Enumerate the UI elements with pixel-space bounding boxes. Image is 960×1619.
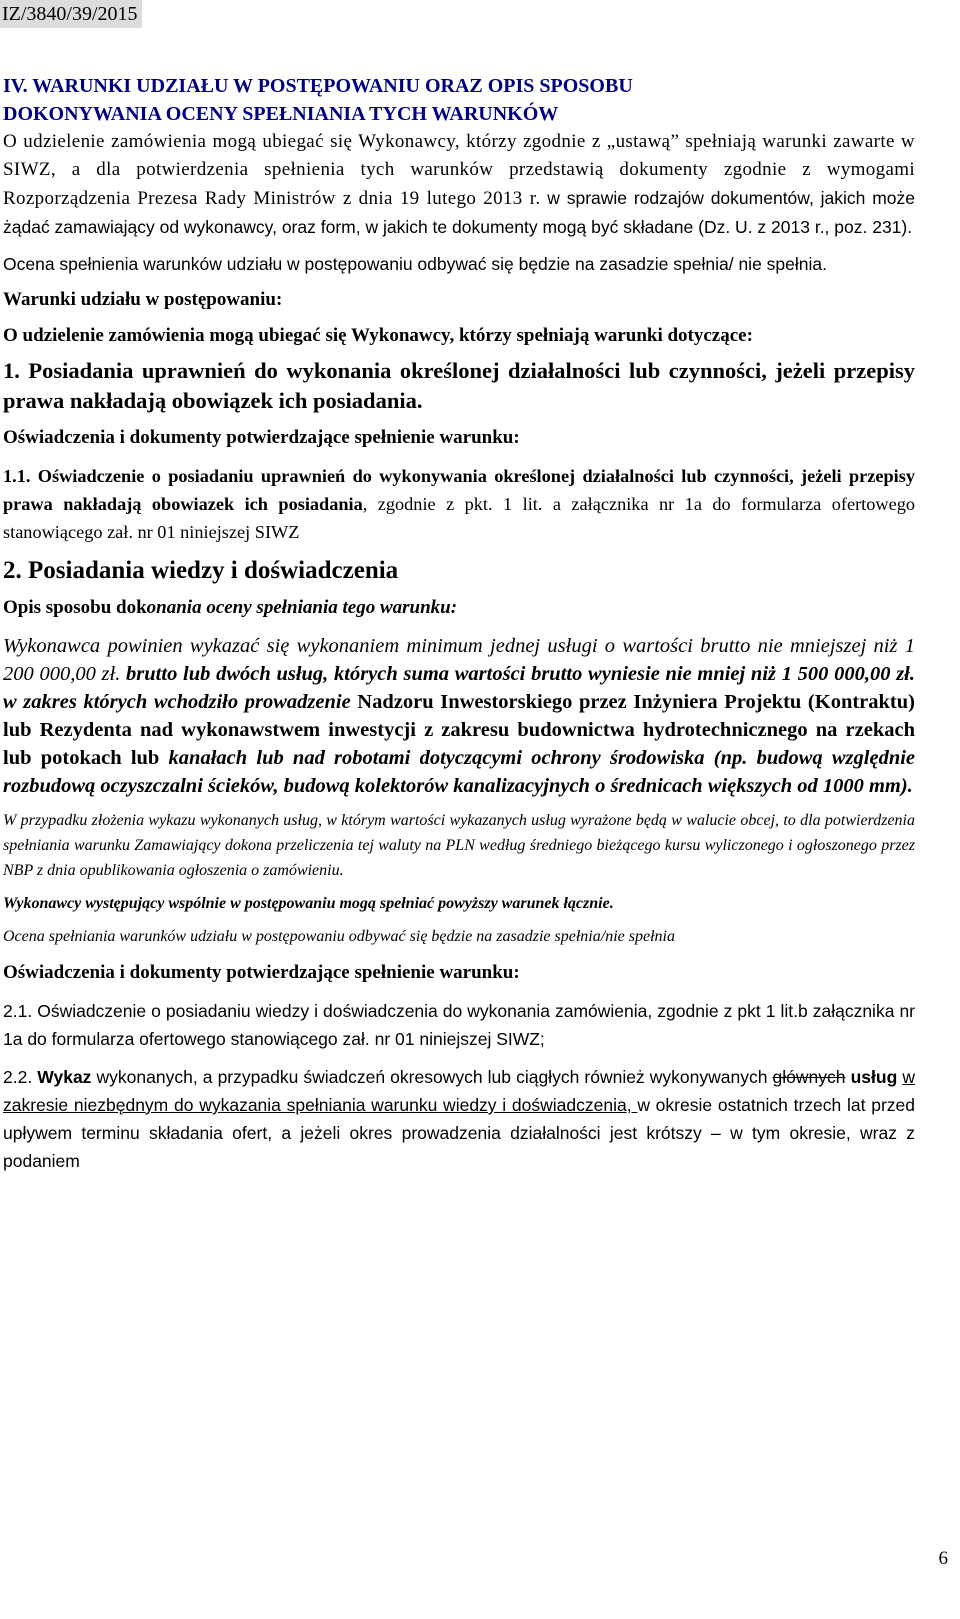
joint-bidders-note: Wykonawcy występujący wspólnie w postępowaniu mogą spełniać powyższy warunek łącznie. (3, 895, 614, 912)
item-1-1 (3, 462, 915, 546)
condition-1-statements-heading: Oświadczenia i dokumenty potwierdzające spełnienie warunku: (3, 427, 520, 448)
conditions-intro: O udzielenie zamówienia mogą ubiegać się Wykonawcy, którzy spełniają warunki dotyczące: (3, 325, 753, 346)
condition-2-assessment: Ocena spełniania warunków udziału w postępowaniu odbywać się będzie na zasadzie spełnia/nie spełnia (3, 928, 675, 945)
section-title-line1: IV. WARUNKI UDZIAŁU W POSTĘPOWANIU ORAZ OPIS SPOSOBU (3, 75, 633, 97)
req-c: w zakres których wchodziło prowadzenie (3, 691, 358, 713)
item-1-1-rest: , zgodnie z pkt. 1 lit. a załącznika nr 1a do formularza ofertowego stanowiącego zał. nr 01 niniejszej SIWZ (3, 494, 915, 542)
item-2-2-d: w okresie ostatnich trzech lat przed upływem terminu składania ofert, a jeżeli okres prowadzenia działalności jest krótszy – w tym okresie, wraz z podaniem (3, 1095, 915, 1171)
item-2-2-num: 2.2. (3, 1067, 38, 1087)
document-id: IZ/3840/39/2015 (0, 0, 142, 28)
document-page (3, 72, 915, 1175)
req-b: brutto lub dwóch usług, których suma wartości brutto wyniesie nie mniej niż 1 500 000,00 zł. (120, 663, 915, 685)
item-2-2-bold: Wykaz (37, 1067, 92, 1087)
condition-2-desc-heading (3, 594, 915, 622)
condition-2-heading: 2. Posiadania wiedzy i doświadczenia (3, 557, 399, 584)
req-a: Wykonawca powinien wykazać się wykonaniem minimum jednej usługi o wartości brutto nie mniejszej niż 1 200 000,00 zł. (3, 635, 915, 685)
item-1-1-bold: 1.1. Oświadczenie o posiadaniu uprawnień do wykonywania określonej działalności lub czynności, jeżeli przepisy prawa nakładają obowiazek ich posiadania (3, 466, 915, 514)
currency-note (3, 808, 915, 883)
condition-2-requirement (3, 632, 915, 800)
item-2-2-a: wykonanych, a przypadku świadczeń okresowych lub ciągłych również wykonywanych (91, 1067, 773, 1087)
page-number: 6 (938, 1548, 948, 1569)
currency-a: W przypadku złożenia wykazu wykonanych usług, w którym wartości wykazanych usług wyrażone będą w walucie obcej, to dla potwier (3, 812, 874, 829)
conditions-heading: Warunki udziału w postępowaniu: (3, 289, 283, 310)
condition-1-heading: 1. Posiadania uprawnień do wykonania określonej działalności lub czynności, jeżeli przepisy prawa nakładają obowiązek ich posiadania. (3, 358, 915, 413)
req-f: kanałach lub nad robotami dotyczącymi ochrony środowiska (np. budową względnie rozbudową oczyszczalni ścieków, budową kolektorów kanalizacyjnych o średnicach większych od 1000 mm). (3, 747, 916, 797)
desc-heading-a: Opis sposobu dok (3, 597, 147, 618)
item-2-1: 2.1. Oświadczenie o posiadaniu wiedzy i doświadczenia do wykonania zamówienia, zgodnie z pkt 1 lit.b załącznika nr 1a do formularza ofertowego stanowiącego zał. nr 01 niniejszej SIWZ; (3, 1001, 915, 1049)
item-2-2 (3, 1063, 915, 1175)
item-2-2-bold2: usług (850, 1067, 898, 1087)
item-2-2-underlined: w zakresie niezbędnym do wykazania spełniania warunku wiedzy i doświadczenia, (3, 1067, 915, 1115)
intro-text-part1: O udzielenie zamówienia mogą ubiegać się Wykonawcy, którzy zgodnie z „ustawą” spełniają warunki zawarte w SIWZ, a dla potwierdzenia spełnienia tych warunków przedstawią dokumenty zgodnie z wymogami Rozporządzenia Prezesa Rady Ministrów z dnia 19 lutego 2013 r. (3, 131, 915, 209)
item-2-2-strike: głównych (772, 1067, 846, 1087)
currency-b: dzenia spełniania warunku Zamawiający dokona przeliczenia tej waluty na PLN według średniego bieżącego kursu wyliczonego i ogłoszonego przez NBP z dnia opublikowania ogłoszenia o zamówieniu. (3, 812, 915, 879)
intro-text-part2: w sprawie rodzajów dokumentów, jakich może żądać zamawiający od wykonawcy, oraz form, w jakich te dokumenty mogą być składane (Dz. U. z 2013 r., poz. 231). (3, 188, 915, 237)
condition-2-statements-heading: Oświadczenia i dokumenty potwierdzające spełnienie warunku: (3, 962, 520, 983)
assessment-paragraph: Ocena spełnienia warunków udziału w postępowaniu odbywać się będzie na zasadzie spełnia/ nie spełnia. (3, 254, 827, 274)
desc-heading-b: onania oceny spełniania tego warunku: (146, 597, 458, 618)
intro-paragraph (3, 128, 915, 242)
req-e: inwestycji z zakresu budownictwa hydrotechnicznego na rzekach lub potokach lub (3, 719, 915, 769)
section-title-line2: DOKONYWANIA OCENY SPEŁNIANIA TYCH WARUNKÓW (3, 103, 559, 125)
req-d: Nadzoru Inwestorskiego przez Inżyniera Projektu (Kontraktu) lub Rezydenta nad wykonawstwem (3, 691, 915, 741)
